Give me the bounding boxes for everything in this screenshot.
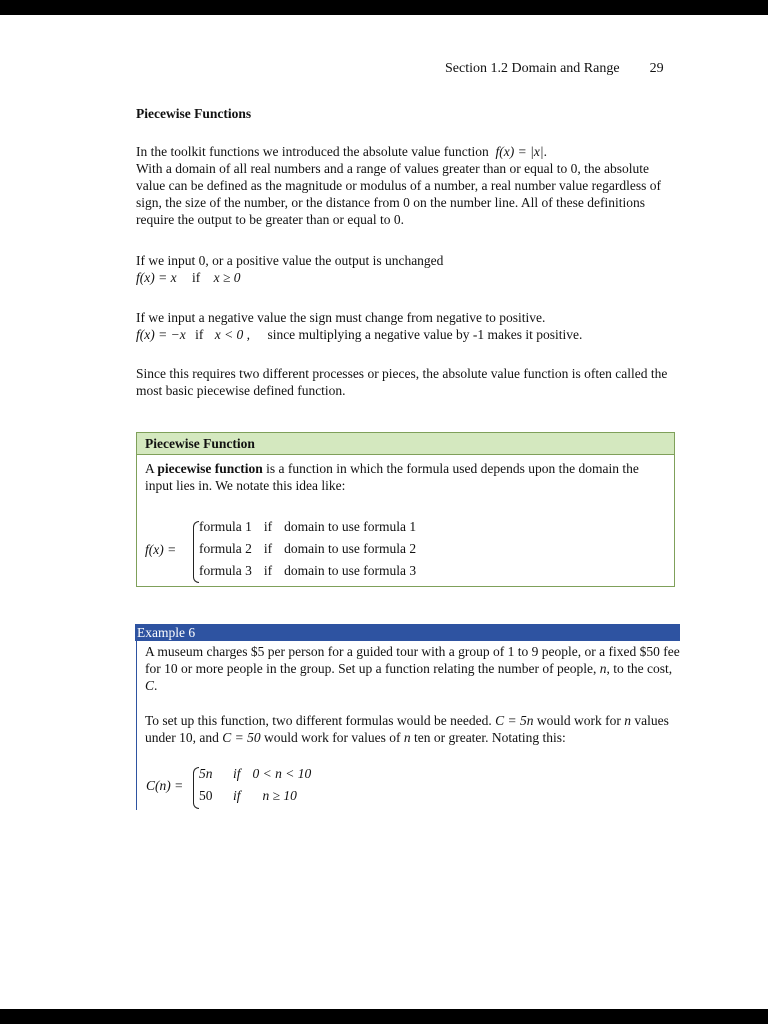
- positive-if: if: [191, 270, 201, 285]
- positive-condition: x ≥ 0: [213, 270, 241, 285]
- page-number: 29: [649, 61, 664, 76]
- definition-text-b: is a function in which the formula used depends upon the domain the input lies in. We notate this idea like:: [145, 461, 639, 493]
- solution-2: C = 5n: [495, 713, 534, 728]
- page-title: Piecewise Functions: [136, 106, 252, 121]
- negative-formula: f(x) = −x: [136, 327, 186, 342]
- problem-end: .: [154, 678, 158, 693]
- solution-4: n: [624, 713, 631, 728]
- case-formula: 5n: [199, 766, 213, 781]
- intro-line1-end: .: [543, 144, 547, 159]
- definition-case-row: [199, 538, 422, 560]
- definition-case-row: [199, 560, 422, 582]
- definition-case-row: [199, 516, 422, 538]
- intro-line1: In the toolkit functions we introduced the absolute value function: [136, 144, 489, 159]
- case-domain: domain to use formula 3: [284, 563, 417, 578]
- example-cases: [199, 763, 317, 807]
- case-if: if: [263, 541, 273, 556]
- solution-3: would work for: [533, 713, 625, 728]
- case-if: if: [233, 766, 241, 781]
- problem-text-b: , to the cost,: [606, 661, 673, 676]
- solution-6: C = 50: [222, 730, 261, 745]
- case-if: if: [233, 788, 241, 803]
- solution-5: values under 10, and: [145, 713, 669, 745]
- abs-formula: f(x) = |x|: [495, 144, 544, 159]
- definition-header: Piecewise Function: [137, 433, 674, 455]
- example-lhs: C(n) =: [146, 778, 184, 793]
- positive-text: If we input 0, or a positive value the output is unchanged: [136, 253, 444, 268]
- running-header: [445, 61, 664, 77]
- example-rule: [136, 641, 137, 810]
- case-domain: n ≥ 10: [262, 788, 297, 803]
- solution-8: n: [403, 730, 411, 745]
- case-domain: domain to use formula 1: [284, 519, 417, 534]
- problem-c: C: [145, 678, 155, 693]
- case-formula: formula 1: [199, 519, 252, 534]
- intro-paragraph: [136, 143, 676, 228]
- case-formula: formula 2: [199, 541, 252, 556]
- section-title: Section 1.2 Domain and Range: [445, 61, 620, 76]
- case-domain: 0 < n < 10: [252, 766, 312, 781]
- document-page: [0, 15, 768, 1009]
- solution-7: would work for values of: [260, 730, 404, 745]
- negative-text: If we input a negative value the sign must change from negative to positive.: [136, 310, 546, 325]
- positive-paragraph: [136, 252, 676, 286]
- intro-body: With a domain of all real numbers and a range of values greater than or equal to 0, the absolute value can be defined as the magnitude or modulus of a number, a real number value regardless of sign, the size of the number, or the distance from 0 on the number line. All of these definitions require the output to be greater than or equal to 0.: [136, 161, 662, 227]
- example-case-row: [199, 785, 317, 807]
- example-header: Example 6: [135, 624, 680, 641]
- definition-body: [137, 455, 674, 499]
- example-problem: [145, 643, 680, 694]
- solution-9: ten or greater. Notating this:: [410, 730, 566, 745]
- definition-text-a: A: [145, 461, 158, 476]
- negative-if: if: [195, 327, 204, 342]
- problem-text-a: A museum charges $5 per person for a guided tour with a group of 1 to 9 people, or a fixed $50 fee for 10 or more people in the group. Set up a function relating the number of people,: [145, 644, 680, 676]
- definition-term: piecewise function: [157, 461, 263, 476]
- solution-1: To set up this function, two different formulas would be needed.: [145, 713, 496, 728]
- case-if: if: [263, 519, 273, 534]
- summary-paragraph: Since this requires two different processes or pieces, the absolute value function is often called the most basic piecewise defined function.: [136, 366, 668, 398]
- example-solution: [145, 712, 675, 746]
- definition-lhs: f(x) =: [145, 542, 177, 557]
- positive-formula: f(x) = x: [136, 270, 177, 285]
- definition-cases: [199, 516, 422, 582]
- negative-condition: x < 0 ,: [214, 327, 251, 342]
- case-formula: 50: [199, 788, 213, 803]
- case-if: if: [263, 563, 273, 578]
- example-case-row: [199, 763, 317, 785]
- case-formula: formula 3: [199, 563, 252, 578]
- problem-n: n: [599, 661, 607, 676]
- negative-note: since multiplying a negative value by -1 makes it positive.: [267, 327, 583, 342]
- case-domain: domain to use formula 2: [284, 541, 417, 556]
- negative-paragraph: [136, 309, 696, 343]
